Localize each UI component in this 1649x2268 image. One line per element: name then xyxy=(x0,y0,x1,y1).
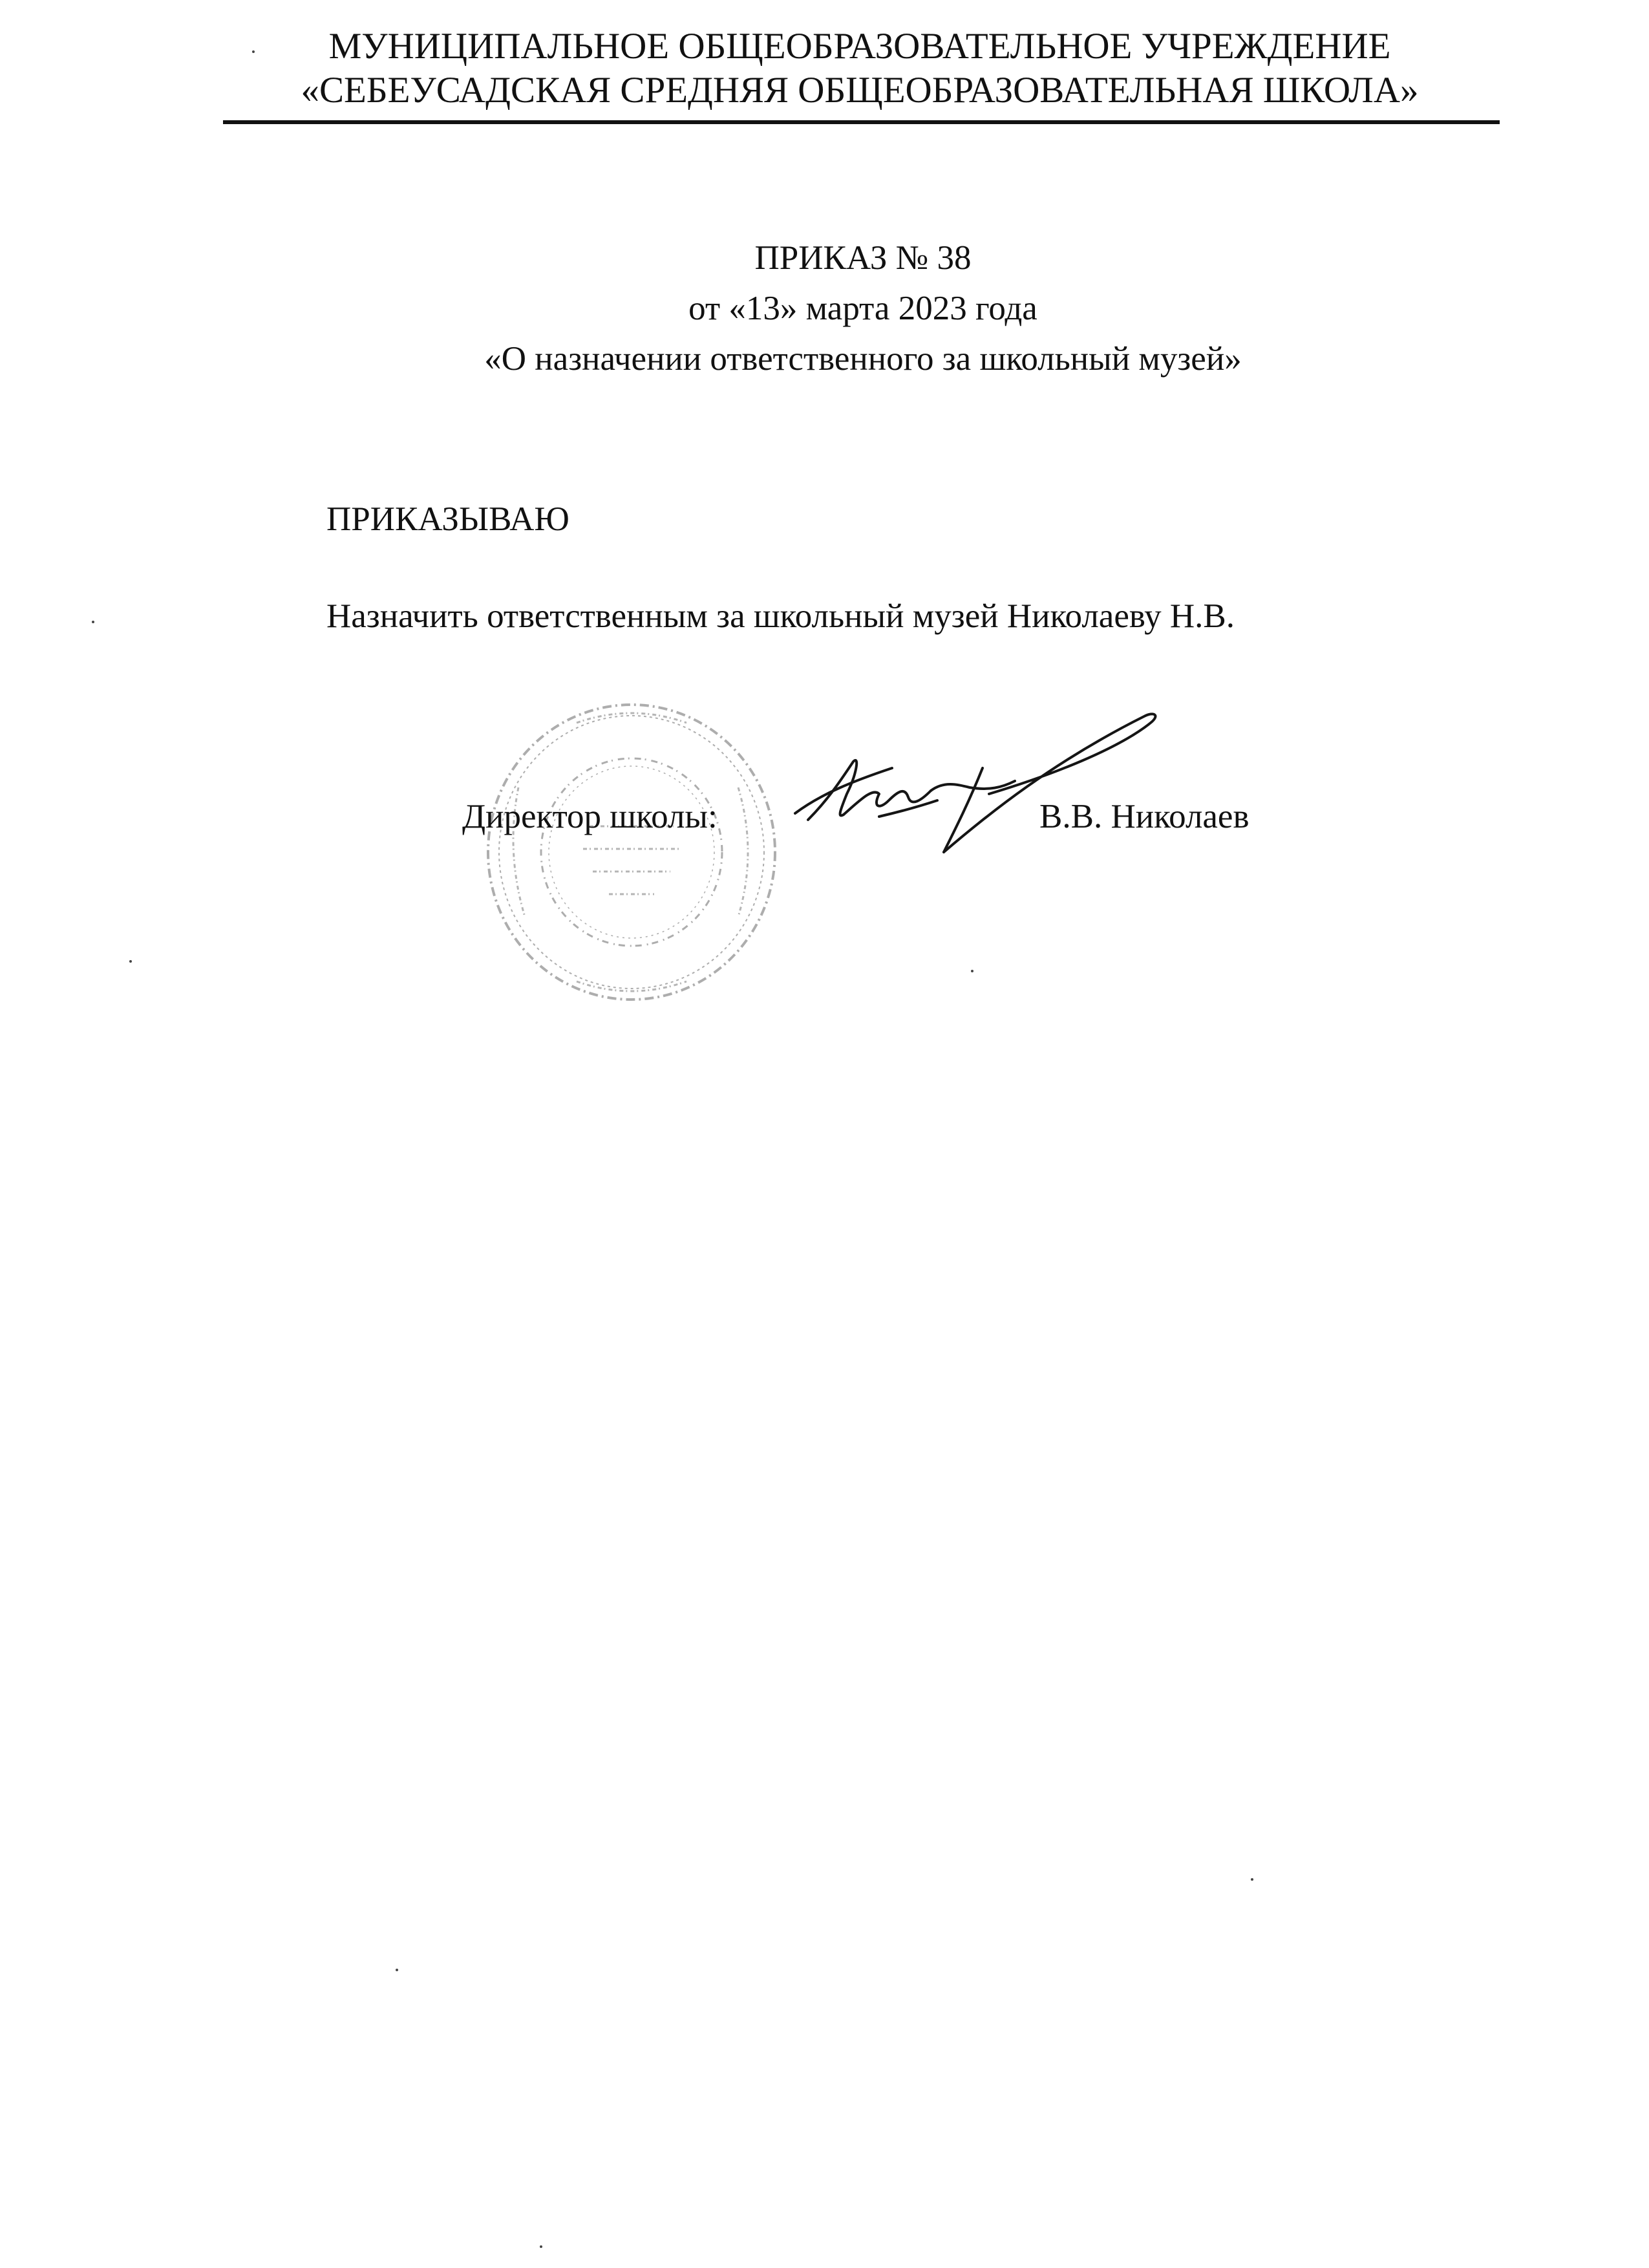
order-date: от «13» марта 2023 года xyxy=(688,290,1037,327)
order-number: ПРИКАЗ № 38 xyxy=(754,239,972,277)
handwritten-signature-icon xyxy=(782,703,1170,865)
assignment-text: Назначить ответственным за школьный музей Николаеву Н.В. xyxy=(326,597,1235,635)
seal-stamp-icon xyxy=(480,697,783,1007)
signatory-position: Директор школы: xyxy=(462,798,718,835)
scan-speck xyxy=(1251,1878,1253,1881)
header-divider xyxy=(223,120,1500,124)
order-title-block xyxy=(388,233,1338,384)
scan-speck xyxy=(129,960,132,963)
scan-speck xyxy=(396,1969,398,1971)
header-line-2: «СЕБЕУСАДСКАЯ СРЕДНЯЯ ОБЩЕОБРАЗОВАТЕЛЬНАЯ ШКОЛА» xyxy=(301,70,1419,111)
header-line-1: МУНИЦИПАЛЬНОЕ ОБЩЕОБРАЗОВАТЕЛЬНОЕ УЧРЕЖДЕНИЕ xyxy=(328,26,1391,67)
decree-heading: ПРИКАЗЫВАЮ xyxy=(326,500,569,538)
institution-header xyxy=(223,25,1496,112)
scan-speck xyxy=(540,2245,542,2248)
order-subject: «О назначении ответственного за школьный музей» xyxy=(484,340,1242,378)
scan-speck xyxy=(252,50,255,53)
scan-speck xyxy=(971,970,973,972)
signatory-name: В.В. Николаев xyxy=(1039,798,1250,835)
scan-speck xyxy=(92,621,94,623)
